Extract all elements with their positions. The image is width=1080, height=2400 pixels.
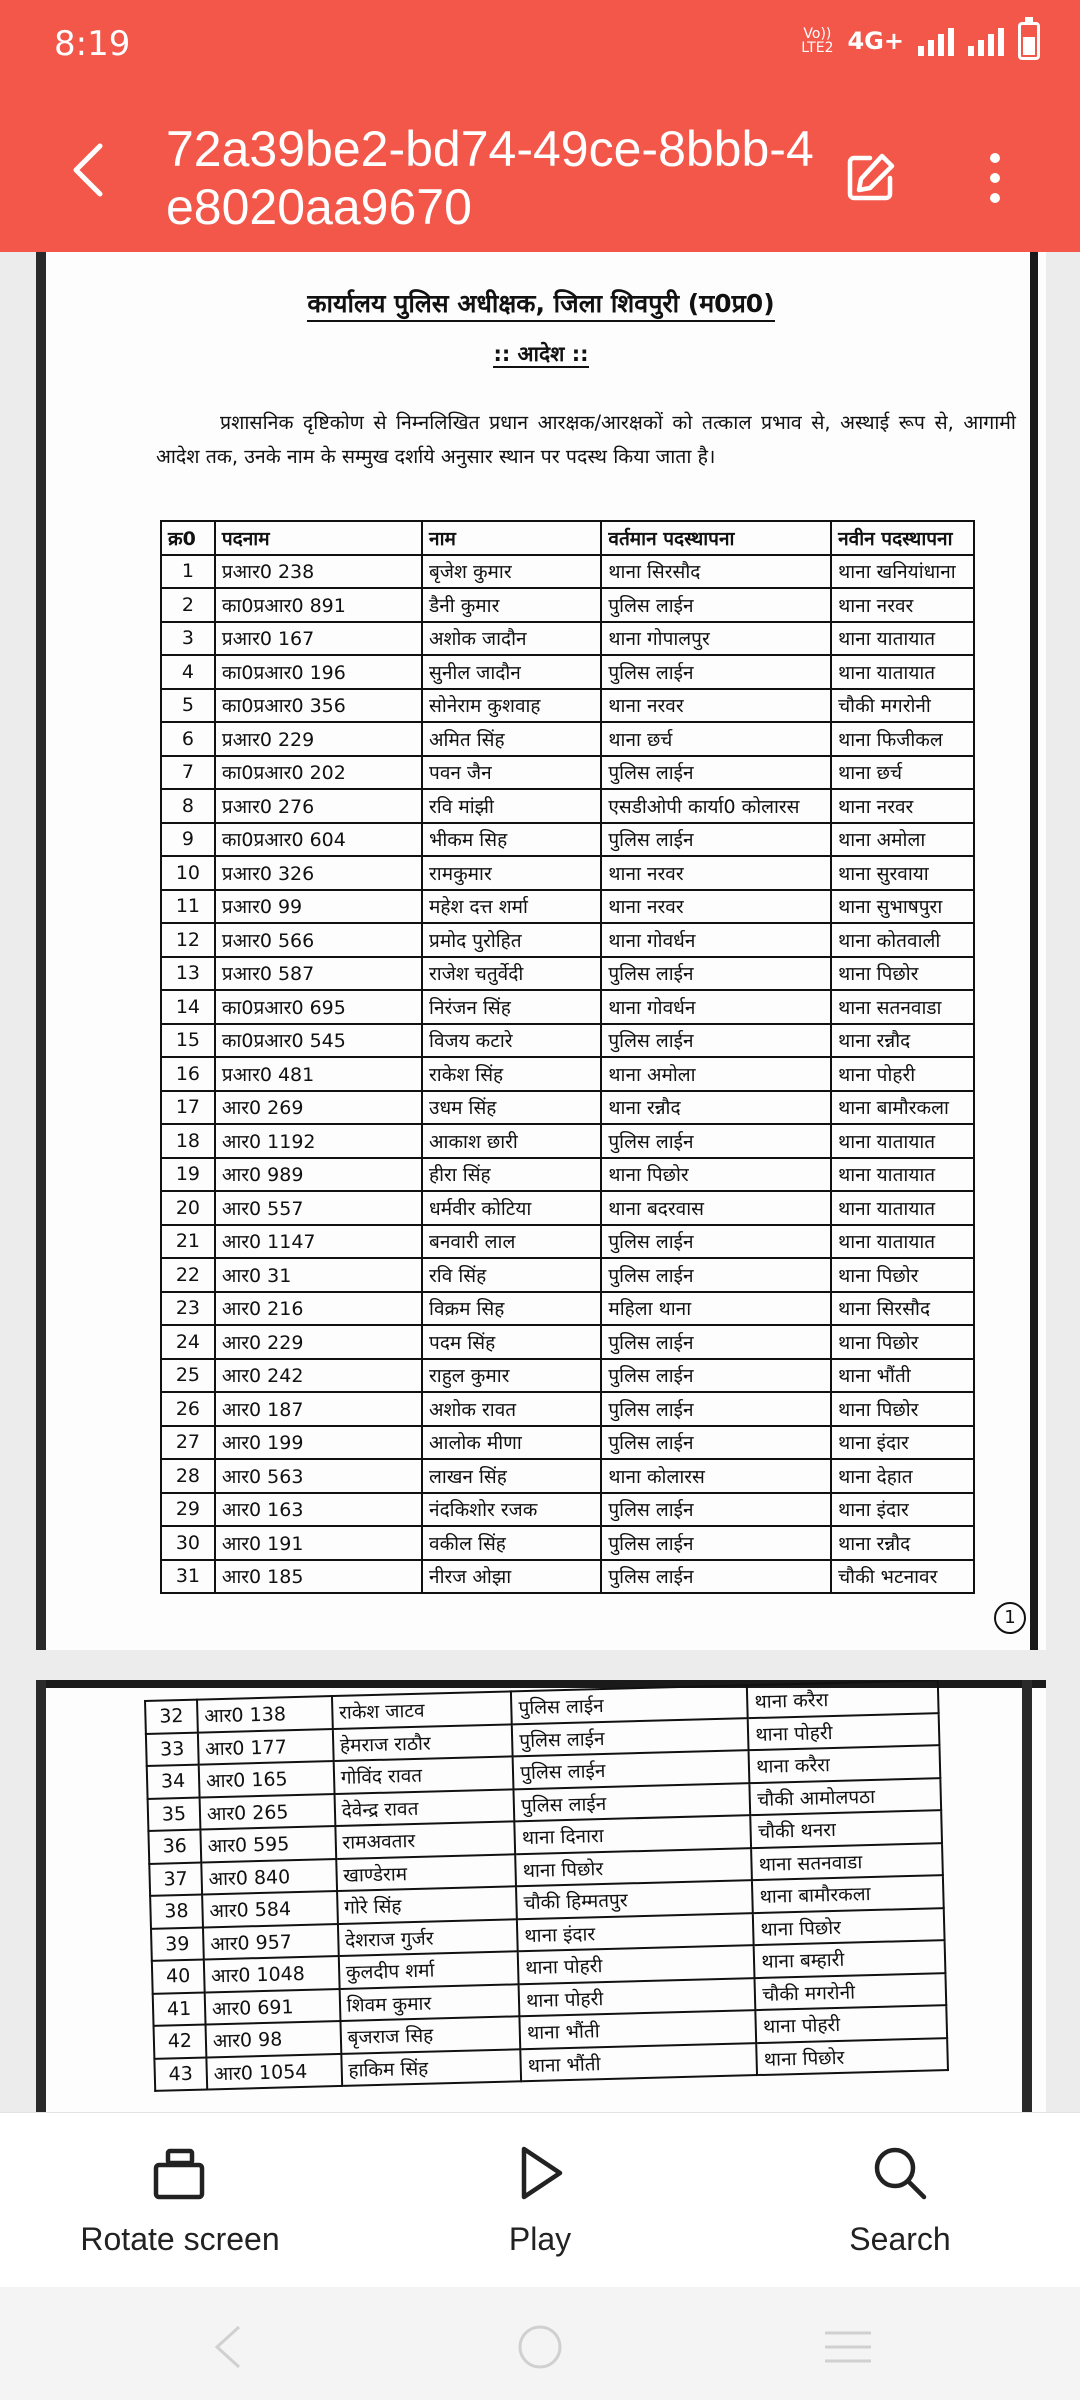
table-cell: थाना भौंती [520, 2010, 757, 2049]
table-cell: थाना गोपालपुर [601, 622, 831, 656]
table-cell: सोनेराम कुशवाह [422, 689, 601, 723]
table-cell: बनवारी लाल [422, 1225, 601, 1259]
table-cell: थाना अमोला [601, 1057, 831, 1091]
table-cell: एसडीओपी कार्या0 कोलारस [601, 789, 831, 823]
table-cell: वकील सिंह [422, 1526, 601, 1560]
table-cell: आर0 269 [215, 1091, 422, 1125]
table-cell: थाना सुभाषपुरा [831, 890, 974, 924]
table-header-row [161, 521, 974, 555]
status-bar [0, 0, 1080, 90]
table-row [161, 990, 974, 1024]
table-cell: थाना दिनारा [514, 1815, 751, 1854]
table-cell: थाना रन्नौद [601, 1091, 831, 1125]
table-cell: 9 [161, 823, 215, 857]
status-time: 8:19 [54, 24, 131, 64]
table-cell: 14 [161, 990, 215, 1024]
nav-recents-icon [823, 2327, 873, 2367]
table-row [161, 555, 974, 589]
table-cell: बृजेश कुमार [422, 555, 601, 589]
office-title: कार्यालय पुलिस अधीक्षक, जिला शिवपुरी (म0प्र0) [36, 286, 1046, 320]
table-cell: 10 [161, 856, 215, 890]
table-cell: हाकिम सिंह [341, 2049, 521, 2086]
table-cell: आर0 557 [215, 1191, 422, 1225]
table-cell: रामअवतार [335, 1821, 515, 1858]
table-cell: आर0 957 [203, 1924, 339, 1960]
table-cell: देवेन्द्र रावत [334, 1789, 514, 1826]
table-cell: पुलिस लाईन [601, 1225, 831, 1259]
table-cell: 35 [148, 1797, 201, 1831]
edit-button[interactable] [830, 138, 910, 218]
table-cell: आर0 199 [215, 1426, 422, 1460]
table-row [161, 1057, 974, 1091]
document-page-2 [36, 1680, 1046, 2112]
table-cell: पुलिस लाईन [601, 823, 831, 857]
table-cell: प्रआर0 167 [215, 622, 422, 656]
table-cell: चौकी भटनावर [831, 1560, 974, 1594]
table-cell: 17 [161, 1091, 215, 1125]
table-cell: पुलिस लाईन [601, 1024, 831, 1058]
table-cell: 43 [154, 2057, 207, 2091]
table-cell: थाना नरवर [831, 588, 974, 622]
table-cell: थाना छर्च [601, 722, 831, 756]
table-cell: पवन जैन [422, 756, 601, 790]
scan-edge [36, 252, 46, 1650]
chevron-left-icon [68, 142, 108, 198]
table-cell: थाना गोवर्धन [601, 923, 831, 957]
table-cell: प्रआर0 587 [215, 957, 422, 991]
table-cell: आर0 989 [215, 1158, 422, 1192]
table-cell: 11 [161, 890, 215, 924]
table-cell: 8 [161, 789, 215, 823]
table-cell: 41 [153, 1992, 206, 2026]
table-row [161, 823, 974, 857]
page-number-marker: 1 [994, 1602, 1026, 1634]
table-cell: सुनील जादौन [422, 655, 601, 689]
table-row [161, 1191, 974, 1225]
table-cell: थाना पोहरी [831, 1057, 974, 1091]
table-cell: 5 [161, 689, 215, 723]
table-cell: आकाश छारी [422, 1124, 601, 1158]
table-cell: आर0 595 [200, 1826, 336, 1862]
table-cell: कुलदीप शर्मा [338, 1951, 518, 1988]
table-cell: आर0 584 [202, 1891, 338, 1927]
table-cell: थाना नरवर [601, 890, 831, 924]
app-header [0, 90, 1080, 252]
nav-home-icon [517, 2324, 563, 2370]
column-header: नाम [422, 521, 601, 555]
table-cell: खाण्डेराम [336, 1854, 516, 1891]
table-cell: 2 [161, 588, 215, 622]
table-cell: बृजराज सिह [340, 2016, 520, 2053]
table-cell: थाना पिछोर [831, 1258, 974, 1292]
table-cell: थाना भौंती [831, 1359, 974, 1393]
table-cell: 24 [161, 1325, 215, 1359]
table-cell: चौकी मगरोनी [755, 1973, 946, 2010]
table-cell: का0प्रआर0 695 [215, 990, 422, 1024]
table-cell: थाना अमोला [831, 823, 974, 857]
table-cell: थाना पिछोर [601, 1158, 831, 1192]
table-cell: थाना पोहरी [518, 1945, 755, 1984]
table-cell: आर0 229 [215, 1325, 422, 1359]
nav-back-button[interactable] [198, 2317, 258, 2377]
table-cell: थाना नरवर [601, 856, 831, 890]
table-cell: थाना भौंती [520, 2043, 757, 2082]
table-row [161, 689, 974, 723]
volte-indicator: Vo)) LTE2 [801, 26, 834, 56]
table-cell: आर0 1054 [206, 2053, 342, 2089]
transfer-table-page-1 [160, 520, 975, 1594]
table-cell: अशोक रावत [422, 1392, 601, 1426]
table-cell: आर0 265 [199, 1794, 335, 1830]
table-cell: विक्रम सिह [422, 1292, 601, 1326]
table-cell: पुलिस लाईन [601, 588, 831, 622]
table-cell: पुलिस लाईन [601, 1526, 831, 1560]
table-cell: का0प्रआर0 202 [215, 756, 422, 790]
rotate-screen-label: Rotate screen [80, 2221, 280, 2257]
table-row [161, 1024, 974, 1058]
table-cell: 13 [161, 957, 215, 991]
column-header: क्र0 [161, 521, 215, 555]
table-cell: थाना पिछोर [757, 2038, 948, 2075]
table-cell: गोरे सिंह [337, 1886, 517, 1923]
table-cell: का0प्रआर0 604 [215, 823, 422, 857]
column-header: वर्तमान पदस्थापना [601, 521, 831, 555]
table-cell: पुलिस लाईन [601, 1325, 831, 1359]
table-cell: अमित सिंह [422, 722, 601, 756]
table-cell: आर0 691 [205, 1988, 341, 2024]
table-row [161, 1426, 974, 1460]
table-cell: थाना करैरा [747, 1680, 938, 1717]
table-cell: 31 [161, 1560, 215, 1594]
table-cell: का0प्रआर0 545 [215, 1024, 422, 1058]
rotate-screen-icon [150, 2143, 210, 2203]
table-cell: थाना बम्हारी [754, 1940, 945, 1977]
table-cell: 22 [161, 1258, 215, 1292]
table-cell: प्रआर0 276 [215, 789, 422, 823]
table-row [161, 1258, 974, 1292]
table-cell: महेश दत्त शर्मा [422, 890, 601, 924]
table-cell: 20 [161, 1191, 215, 1225]
table-cell: 30 [161, 1526, 215, 1560]
table-cell: 39 [151, 1927, 204, 1961]
table-cell: 4 [161, 655, 215, 689]
table-cell: आर0 31 [215, 1258, 422, 1292]
table-cell: नीरज ओझा [422, 1560, 601, 1594]
nav-recents-button[interactable] [818, 2317, 878, 2377]
table-cell: 18 [161, 1124, 215, 1158]
table-cell: पुलिस लाईन [601, 1392, 831, 1426]
table-cell: थाना नरवर [831, 789, 974, 823]
table-cell: लाखन सिंह [422, 1459, 601, 1493]
table-cell: चौकी आमोलपठा [750, 1778, 941, 1815]
table-cell: आर0 191 [215, 1526, 422, 1560]
table-cell: थाना पोहरी [519, 1978, 756, 2017]
bottom-toolbar [0, 2112, 1080, 2287]
table-row [161, 1225, 974, 1259]
table-cell: 33 [146, 1732, 199, 1766]
table-cell: प्रमोद पुरोहित [422, 923, 601, 957]
table-cell: 34 [147, 1765, 200, 1799]
nav-back-icon [213, 2325, 243, 2369]
table-cell: थाना सिरसौद [601, 555, 831, 589]
table-cell: आर0 840 [201, 1859, 337, 1895]
table-cell: धर्मवीर कोटिया [422, 1191, 601, 1225]
system-nav-bar [0, 2287, 1080, 2400]
table-cell: थाना खनियांधाना [831, 555, 974, 589]
table-cell: रवि मांझी [422, 789, 601, 823]
search-label: Search [849, 2221, 951, 2257]
table-cell: पुलिस लाईन [601, 1560, 831, 1594]
table-cell: पुलिस लाईन [601, 1258, 831, 1292]
table-cell: 26 [161, 1392, 215, 1426]
table-cell: 7 [161, 756, 215, 790]
document-viewer[interactable] [0, 252, 1080, 2112]
table-row [161, 622, 974, 656]
transfer-table-page-2 [144, 1680, 949, 2092]
table-cell: उधम सिंह [422, 1091, 601, 1125]
table-cell: शिवम कुमार [339, 1984, 519, 2021]
table-cell: थाना रन्नौद [831, 1526, 974, 1560]
document-page-1 [36, 252, 1046, 1650]
table-cell: नंदकिशोर रजक [422, 1493, 601, 1527]
table-cell: थाना छर्च [831, 756, 974, 790]
table-cell: 12 [161, 923, 215, 957]
table-cell: आर0 563 [215, 1459, 422, 1493]
table-cell: 29 [161, 1493, 215, 1527]
table-cell: थाना सिरसौद [831, 1292, 974, 1326]
table-cell: 36 [148, 1830, 201, 1864]
table-cell: पुलिस लाईन [514, 1783, 751, 1822]
search-icon [870, 2143, 930, 2203]
table-cell: पुलिस लाईन [601, 957, 831, 991]
table-row [161, 957, 974, 991]
table-cell: थाना पिछोर [753, 1908, 944, 1945]
table-row [161, 756, 974, 790]
table-cell: 42 [154, 2025, 207, 2059]
more-options-button[interactable] [955, 138, 1035, 218]
back-button[interactable] [48, 130, 128, 210]
table-cell: रवि सिंह [422, 1258, 601, 1292]
table-row [161, 655, 974, 689]
table-cell: 38 [150, 1895, 203, 1929]
table-cell: 15 [161, 1024, 215, 1058]
table-cell: पुलिस लाईन [601, 756, 831, 790]
table-cell: थाना गोवर्धन [601, 990, 831, 1024]
play-label: Play [508, 2221, 572, 2257]
table-row [161, 1124, 974, 1158]
table-cell: राहुल कुमार [422, 1359, 601, 1393]
table-cell: आर0 185 [215, 1560, 422, 1594]
table-cell: पदम सिंह [422, 1325, 601, 1359]
table-cell: थाना कोतवाली [831, 923, 974, 957]
table-cell: पुलिस लाईन [601, 1124, 831, 1158]
table-row [161, 588, 974, 622]
table-row [161, 890, 974, 924]
network-type: 4G+ [847, 27, 904, 55]
table-cell: चौकी थनरा [751, 1810, 942, 1847]
table-cell: 37 [149, 1862, 202, 1896]
table-cell: थाना यातायात [831, 622, 974, 656]
table-row [161, 1459, 974, 1493]
document-title: 72a39be2-bd74-49ce-8bbb-4e8020aa9670 [166, 121, 814, 235]
table-cell: आर0 1147 [215, 1225, 422, 1259]
table-cell: थाना पोहरी [748, 1713, 939, 1750]
table-cell: आर0 165 [199, 1761, 335, 1797]
table-cell: भीकम सिह [422, 823, 601, 857]
table-cell: थाना इंदार [517, 1913, 754, 1952]
table-cell: हेमराज राठौर [333, 1724, 513, 1761]
table-cell: थाना पिछोर [515, 1848, 752, 1887]
table-wrapper [144, 1680, 949, 2092]
table-cell: का0प्रआर0 196 [215, 655, 422, 689]
table-cell: 21 [161, 1225, 215, 1259]
table-cell: प्रआर0 481 [215, 1057, 422, 1091]
signal-2-icon [968, 26, 1004, 56]
table-cell: पुलिस लाईन [601, 655, 831, 689]
table-cell: 40 [152, 1960, 205, 1994]
table-cell: थाना सतनवाडा [751, 1843, 942, 1880]
table-cell: थाना देहात [831, 1459, 974, 1493]
table-cell: थाना इंदार [831, 1426, 974, 1460]
table-cell: 1 [161, 555, 215, 589]
table-cell: महिला थाना [601, 1292, 831, 1326]
table-cell: आर0 242 [215, 1359, 422, 1393]
nav-home-button[interactable] [510, 2317, 570, 2377]
table-cell: थाना फिजीकल [831, 722, 974, 756]
table-cell: आलोक मीणा [422, 1426, 601, 1460]
table-cell: पुलिस लाईन [601, 1359, 831, 1393]
table-row [161, 1359, 974, 1393]
table-cell: थाना यातायात [831, 1158, 974, 1192]
table-cell: आर0 163 [215, 1493, 422, 1527]
table-cell: आर0 216 [215, 1292, 422, 1326]
table-row [161, 1325, 974, 1359]
order-paragraph: प्रशासनिक दृष्टिकोण से निम्नलिखित प्रधान आरक्षक/आरक्षकों को तत्काल प्रभाव से, अस्थाई रूप से, आगामी आदेश तक, उनके नाम के सम्मुख दर्शाये अनुसार स्थान पर पदस्थ किया जाता है। [156, 411, 1016, 468]
table-cell: थाना पिछोर [831, 957, 974, 991]
search-button[interactable] [750, 2113, 1050, 2288]
table-cell: आर0 1048 [204, 1956, 340, 1992]
table-cell: पुलिस लाईन [512, 1718, 749, 1757]
scan-edge [1022, 1680, 1032, 2112]
table-row [161, 1493, 974, 1527]
table-cell: 19 [161, 1158, 215, 1192]
table-cell: थाना पिछोर [831, 1392, 974, 1426]
order-title: :: आदेश :: [493, 342, 589, 366]
table-cell: का0प्रआर0 891 [215, 588, 422, 622]
table-row [161, 722, 974, 756]
table-cell: थाना यातायात [831, 1124, 974, 1158]
edit-icon [842, 150, 898, 206]
table-cell: थाना सतनवाडा [831, 990, 974, 1024]
table-cell: थाना बामौरकला [752, 1875, 943, 1912]
table-cell: आर0 1192 [215, 1124, 422, 1158]
table-cell: चौकी हिम्मतपुर [516, 1880, 753, 1919]
table-cell: 16 [161, 1057, 215, 1091]
table-cell: 27 [161, 1426, 215, 1460]
table-cell: पुलिस लाईन [601, 1426, 831, 1460]
table-cell: 3 [161, 622, 215, 656]
play-icon [510, 2143, 570, 2203]
table-cell: थाना करैरा [749, 1745, 940, 1782]
table-cell: थाना पोहरी [756, 2005, 947, 2042]
scan-edge [36, 1680, 46, 2112]
table-cell: थाना बामौरकला [831, 1091, 974, 1125]
column-header: नवीन पदस्थापना [831, 521, 974, 555]
table-cell: पुलिस लाईन [513, 1750, 750, 1789]
table-cell: अशोक जादौन [422, 622, 601, 656]
table-cell: थाना यातायात [831, 655, 974, 689]
table-cell: चौकी मगरोनी [831, 689, 974, 723]
table-row [161, 1091, 974, 1125]
table-cell: 25 [161, 1359, 215, 1393]
table-row [161, 856, 974, 890]
table-cell: प्रआर0 238 [215, 555, 422, 589]
table-row [161, 1158, 974, 1192]
table-cell: 28 [161, 1459, 215, 1493]
table-row [161, 789, 974, 823]
table-cell: 32 [145, 1700, 198, 1734]
table-cell: प्रआर0 229 [215, 722, 422, 756]
table-cell: राकेश सिंह [422, 1057, 601, 1091]
table-cell: पुलिस लाईन [601, 1493, 831, 1527]
table-cell: थाना बदरवास [601, 1191, 831, 1225]
table-row [161, 1560, 974, 1594]
table-cell: थाना पिछोर [831, 1325, 974, 1359]
table-row [161, 1292, 974, 1326]
table-cell: प्रआर0 326 [215, 856, 422, 890]
table-cell: विजय कटारे [422, 1024, 601, 1058]
play-button[interactable] [390, 2113, 690, 2288]
table-cell: गोविंद रावत [333, 1756, 513, 1793]
table-cell: थाना कोलारस [601, 1459, 831, 1493]
rotate-screen-button[interactable] [30, 2113, 330, 2288]
table-cell: आर0 138 [197, 1696, 333, 1732]
table-cell: रामकुमार [422, 856, 601, 890]
table-cell: थाना यातायात [831, 1225, 974, 1259]
table-cell: थाना इंदार [831, 1493, 974, 1527]
table-cell: 6 [161, 722, 215, 756]
table-cell: का0प्रआर0 356 [215, 689, 422, 723]
table-cell: निरंजन सिंह [422, 990, 601, 1024]
status-icons [801, 22, 1040, 60]
signal-1-icon [918, 26, 954, 56]
table-cell: प्रआर0 566 [215, 923, 422, 957]
table-cell: आर0 187 [215, 1392, 422, 1426]
table-cell: आर0 98 [205, 2021, 341, 2057]
table-cell: थाना सुरवाया [831, 856, 974, 890]
table-cell: राजेश चतुर्वेदी [422, 957, 601, 991]
table-cell: देशराज गुर्जर [338, 1919, 518, 1956]
table-cell: प्रआर0 99 [215, 890, 422, 924]
battery-icon [1018, 22, 1040, 60]
table-cell: थाना रन्नौद [831, 1024, 974, 1058]
table-cell: डैनी कुमार [422, 588, 601, 622]
more-vert-icon [989, 152, 1001, 204]
table-row [161, 923, 974, 957]
column-header: पदनाम [215, 521, 422, 555]
table-cell: हीरा सिंह [422, 1158, 601, 1192]
table-cell: पुलिस लाईन [511, 1685, 748, 1724]
table-cell: 23 [161, 1292, 215, 1326]
table-cell: आर0 177 [198, 1729, 334, 1765]
table-cell: थाना नरवर [601, 689, 831, 723]
table-cell: थाना यातायात [831, 1191, 974, 1225]
table-cell: राकेश जाटव [332, 1691, 512, 1728]
table-row [161, 1392, 974, 1426]
table-row [161, 1526, 974, 1560]
